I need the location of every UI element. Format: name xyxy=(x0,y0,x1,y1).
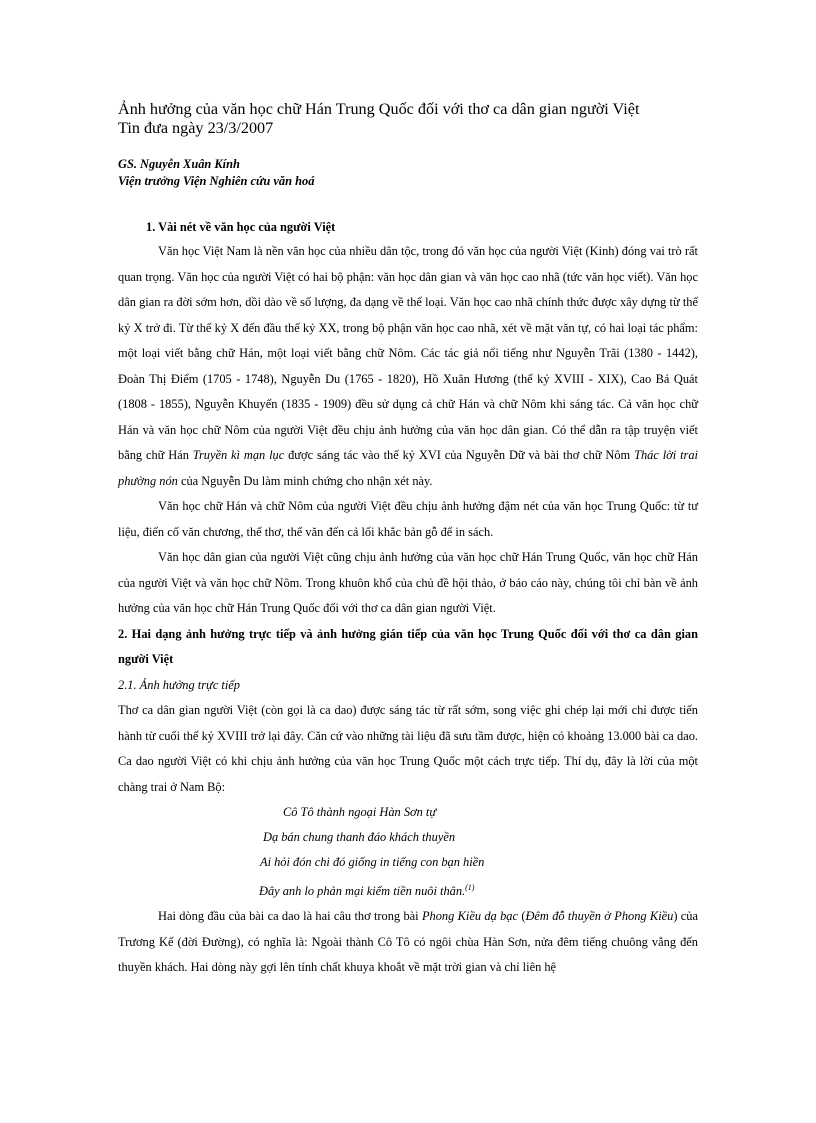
work-title: Phong Kiều dạ bạc xyxy=(421,909,518,924)
section-1-paragraph-1 xyxy=(118,239,698,494)
paragraph-text: của Nguyễn Du làm minh chứng cho nhận xét này. xyxy=(177,473,433,488)
work-title: Truyền kì mạn lục xyxy=(192,448,285,462)
poem-line xyxy=(118,875,698,904)
subsection-2-1-heading: 2.1. Ảnh hưởng trực tiếp xyxy=(118,677,240,692)
work-title: Thác lời trai phường nón xyxy=(118,448,698,488)
poem-line: Cô Tô thành ngoại Hàn Sơn tự xyxy=(283,805,437,819)
paragraph-text: ) của Trương Kế (đời Đường), có nghĩa là: Ngoài thành Cô Tô có ngôi chùa Hàn Sơn, nửa đêm tiếng chuông vẳng đến thuyền khách. Hai dòng này gợi lên tính chất khuya khoắt về mặt trời gian và chỉ liên hệ xyxy=(118,909,699,975)
poem-line-text: Đây anh lo phản mại kiếm tiền nuôi thân. xyxy=(259,884,466,899)
paragraph-text: ( xyxy=(518,909,526,924)
section-2-heading: 2. Hai dạng ảnh hưởng trực tiếp và ảnh hưởng gián tiếp của văn học Trung Quốc đối với thơ ca dân gian người Việt xyxy=(118,626,698,666)
work-title: Đêm đỗ thuyền ở Phong Kiều xyxy=(525,909,674,924)
section-1-paragraph-2: Văn học chữ Hán và chữ Nôm của người Việt đều chịu ảnh hưởng đậm nét của văn học Trung Quốc: từ tư liệu, điển cố văn chương, thể thơ, thể văn đến cả lối khắc bản gỗ để in sách. xyxy=(118,499,698,539)
document-page xyxy=(118,100,698,981)
paragraph-text: được sáng tác vào thế kỷ XVI của Nguyễn Dữ và bài thơ chữ Nôm xyxy=(284,448,635,462)
paragraph-text: Văn học Việt Nam là nền văn học của nhiều dân tộc, trong đó văn học của người Việt (Kinh) đóng vai trò rất quan trọng. Văn học của người Việt có hai bộ phận: văn học dân gian và văn học cao nhã (tức văn học viết). Văn học dân gian ra đời sớm hơn, dồi dào về số lượng, đa dạng về thể loại. Văn học cao nhã chính thức được xây dựng từ thế kỷ X trở đi. Từ thế kỷ X đến đầu thế kỷ XX, trong bộ phận văn học cao nhã, xét về mặt văn tự, có hai loại tác phẩm: một loại viết bằng chữ Hán, một loại viết bằng chữ Nôm. Các tác giả nổi tiếng như Nguyễn Trãi (1380 - 1442), Đoàn Thị Điểm (1705 - 1748), Nguyễn Du (1765 - 1820), Hồ Xuân Hương (thế kỷ XVIII - XIX), Cao Bá Quát (1808 - 1855), Nguyễn Khuyến (1835 - 1909) đều sử dụng cả chữ Hán và chữ Nôm khi sáng tác. Cả văn học chữ Hán và văn học chữ Nôm của người Việt đều chịu ảnh hưởng của văn học dân gian. Có thể dẫn ra tập truyện viết bằng chữ Hán xyxy=(118,244,698,462)
poem xyxy=(118,800,698,904)
poem-line: Dạ bán chung thanh đáo khách thuyền xyxy=(263,830,456,844)
section-2-paragraph-2 xyxy=(118,904,698,981)
section-1-paragraph-3: Văn học dân gian của người Việt cũng chịu ảnh hưởng của văn học chữ Hán Trung Quốc, văn học chữ Hán của người Việt và văn học chữ Nôm. Trong khuôn khổ của chủ đề hội thảo, ở báo cáo này, chúng tôi chỉ bàn về ảnh hưởng của văn học chữ Hán Trung Quốc đối với thơ ca dân gian người Việt. xyxy=(118,550,698,615)
author-name: GS. Nguyễn Xuân Kính xyxy=(118,157,240,171)
footnote-marker[interactable]: (1) xyxy=(465,883,475,892)
poem-line: Ai hỏi đón chi đó giống in tiếng con bạn hiền xyxy=(260,855,485,869)
section-1-heading: 1. Vài nét về văn học của người Việt xyxy=(146,220,336,234)
article-date: Tin đưa ngày 23/3/2007 xyxy=(118,119,274,137)
article-title: Ảnh hưởng của văn học chữ Hán Trung Quốc đối với thơ ca dân gian người Việt xyxy=(118,100,640,118)
author-role: Viện trưởng Viện Nghiên cứu văn hoá xyxy=(118,174,315,188)
section-2-paragraph-1: Thơ ca dân gian người Việt (còn gọi là ca dao) được sáng tác từ rất sớm, song việc ghi chép lại mới chỉ được tiến hành từ cuối thế kỷ XVIII trở lại đây. Căn cứ vào những tài liệu đã sưu tầm được, hiện có khoảng 13.000 bài ca dao. Ca dao người Việt có khi chịu ảnh hưởng của văn học Trung Quốc một cách trực tiếp. Thí dụ, đây là lời của một chàng trai ở Nam Bộ: xyxy=(118,703,698,794)
paragraph-text: Hai dòng đầu của bài ca dao là hai câu thơ trong bài xyxy=(158,909,422,924)
